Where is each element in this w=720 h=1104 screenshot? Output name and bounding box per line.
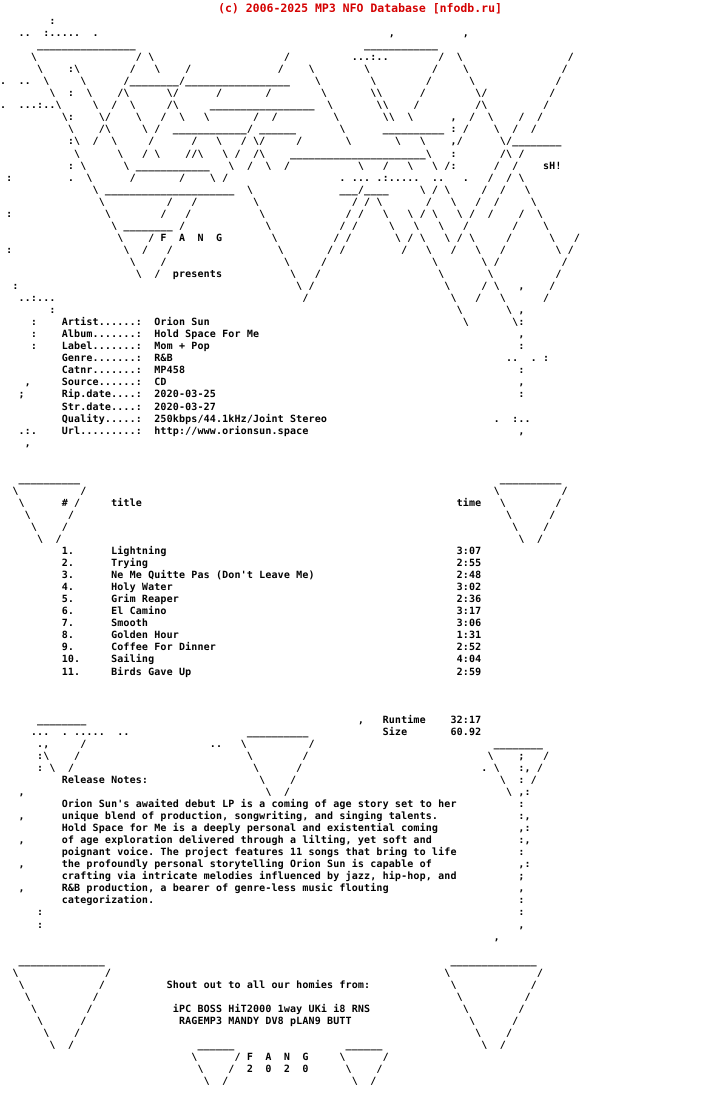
nfo-body: : .. :..... . , , ________________ ____________ \ / \ / ...:.. / \ / \ :\ / \ / / \ \ / \ / . .. \ \ /________/_________________ \ \ / \ / \ : \ /\ \/ / / \ \\ / \/ / . ...:..\ \ / \ /\ _________________ \ \\ / /\ / \: \/ \ / \ \ / / \ \\ \ , / \ / / \ /\ \ / ____________/ ______ \ __________ : / \ / / :\ / \ / / \ / \/ / \ \ \ ,/ \/________ \ \ / \ //\ \ / /\ ______________________\ : /\ / : \ \ ____________ \ / \ / \ / \ \ /: / / sH! : . \ / / \ / . ... .:..... .. . / / \ \ _____________________ \ ___/____ \ / \ / / \ \ / / \ / / \ / \ / / \ : \ / / \ / / \ \ / \ \ / / / \ \ ________ / \ / / \ \ \ / / \ \ / F A N G \ / / \ / \ \ / \ / \ / : \ / / \ / / / \ / \ / \ / \ / \ / \ \ / / \ / presents \ / \ \ / : \ / \ / \ , / ..:... / \ / \ / : \ \ , : Artist......: Orion Sun \ \: : Album.......: Hold Space For Me , : Label.......: Mom + Pop : Genre.......: R&B .. . : Catnr.......: MP458 : , Source......: CD , ; Rip.date....: 2020-03-25 : Str.date....: 2020-03-27 Quality.....: 250kbps/44.1kHz/Joint Stereo . :.. .:. Url.........: http://www.orionsun.space , , __________ __________ \ / \ / \ # / title time \ / \ / \ / \ / \ / \ / \ / 1. Lightning 3:07 2. Trying 2:55 3. Ne Me Quitte Pas (Don't Leave Me) 2:48 4. Holy Water 3:02 5. Grim Reaper 2:36 6. El Camino 3:17 7. Smooth 3:06 8. Golden Hour 1:31 9. Coffee For Dinner 2:52 10. Sailing 4:04 11. Birds Gave Up 2:59 ________ , Runtime 32:17 ... . ..... .. __________ Size 60.92 ., / .. \ / ________ :\ / \ / \ ; / : \ / \ / . \ :, / Release Notes: \ / \ : / , \ / \ ,: Orion Sun's awaited debut LP is a coming of age story set to her : , unique blend of production, songwriting, and singing talents. :, Hold Space for Me is a deeply personal and existential coming ,: , of age exploration delivered through a lilting, yet soft and :, poignant voice. The project features 11 songs that bring to life : , the profoundly personal storytelling Orion Sun is capable of ,: crafting via intricate melodies influenced by jazz, hip-hop, and ; , R&B production, a bearer of genre-less music flouting , categorization. : : : : , , ______________ ______________ \ / \ / \ / Shout out to all our homies from: \ / \ / \ / \ / iPC BOSS HiT2000 1way UKi i8 RNS \ / \ / RAGEMP3 MANDY DV8 pLAN9 BUTT \ / \ / \ / \ / ______ ______ \ / \ / F A N G \ / \ / 2 0 2 0 \ / \ / \ / bbox=[0, 16, 581, 1088]
nfodb-banner: (c) 2006-2025 MP3 NFO Database [nfodb.ru] bbox=[218, 1, 502, 15]
